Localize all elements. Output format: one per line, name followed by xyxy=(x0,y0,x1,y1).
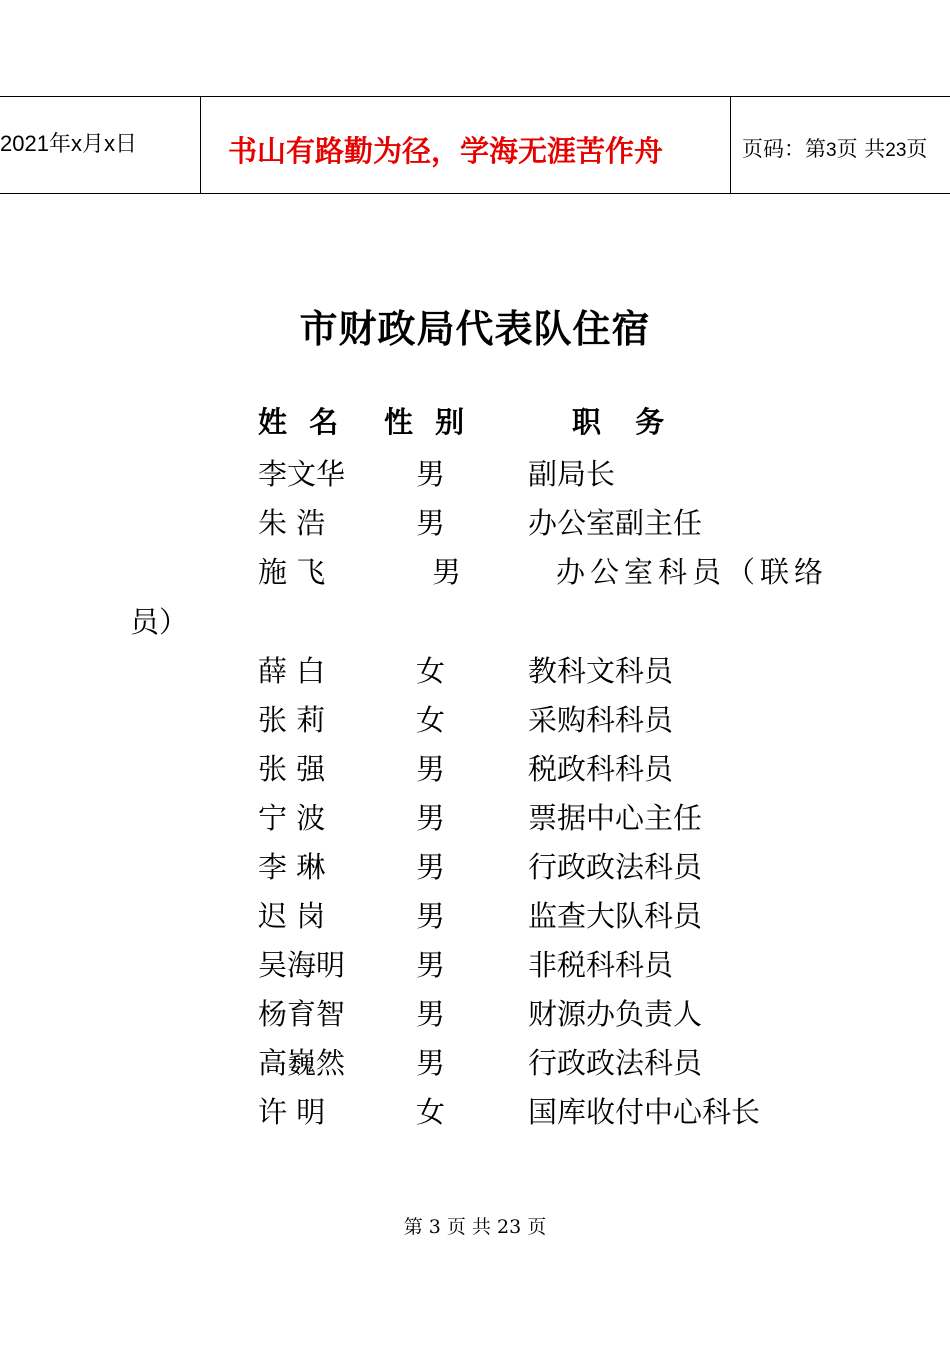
member-role: 办公室科员（联络 xyxy=(556,555,829,589)
member-gender: 男 xyxy=(416,506,446,540)
member-role: 行政政法科员 xyxy=(528,1046,703,1080)
member-gender: 男 xyxy=(416,801,446,835)
member-gender: 女 xyxy=(416,703,446,737)
member-name: 李文华 xyxy=(258,457,346,491)
member-role-continuation: 员） xyxy=(130,605,189,639)
header-page-mid: 页 共 xyxy=(836,137,886,161)
footer-current-page: 3 xyxy=(428,1216,441,1238)
footer-prefix: 第 xyxy=(403,1216,423,1238)
page-footer xyxy=(0,1212,950,1239)
member-name: 许 明 xyxy=(258,1095,326,1129)
member-role: 教科文科员 xyxy=(528,654,674,688)
header-divider xyxy=(200,97,201,193)
member-name: 宁 波 xyxy=(258,801,326,835)
member-role: 非税科科员 xyxy=(528,948,674,982)
member-gender: 男 xyxy=(416,948,446,982)
member-name: 施 飞 xyxy=(258,555,326,589)
member-gender: 男 xyxy=(416,752,446,786)
member-name: 迟 岗 xyxy=(258,899,326,933)
member-name: 高巍然 xyxy=(258,1046,346,1080)
member-role: 国库收付中心科长 xyxy=(528,1095,761,1129)
member-role: 票据中心主任 xyxy=(528,801,703,835)
member-name: 张 强 xyxy=(258,752,326,786)
footer-mid: 页 共 xyxy=(446,1216,491,1238)
member-name: 朱 浩 xyxy=(258,506,326,540)
member-role: 税政科科员 xyxy=(528,752,674,786)
header-page-number xyxy=(742,133,927,163)
column-header-role: 职 务 xyxy=(572,405,677,439)
member-gender: 男 xyxy=(432,555,462,589)
member-gender: 男 xyxy=(416,457,446,491)
member-gender: 男 xyxy=(416,899,446,933)
member-gender: 男 xyxy=(416,850,446,884)
member-role: 财源办负责人 xyxy=(528,997,703,1031)
member-name: 张 莉 xyxy=(258,703,326,737)
member-gender: 男 xyxy=(416,997,446,1031)
member-role: 办公室副主任 xyxy=(528,506,703,540)
member-role: 副局长 xyxy=(528,457,616,491)
member-gender: 男 xyxy=(416,1046,446,1080)
column-header-name: 姓 名 xyxy=(258,405,345,439)
header-date: 2021年x月x日 xyxy=(0,131,137,156)
header-page-total: 23 xyxy=(885,140,907,161)
column-header-gender: 性 别 xyxy=(384,405,471,439)
member-name: 吴海明 xyxy=(258,948,346,982)
header-divider xyxy=(730,97,731,193)
header-motto: 书山有路勤为径，学海无涯苦作舟 xyxy=(228,134,664,168)
member-name: 李 琳 xyxy=(258,850,326,884)
header-page-current: 3 xyxy=(826,140,837,161)
member-gender: 女 xyxy=(416,1095,446,1129)
header-page-suffix: 页 xyxy=(906,137,928,161)
member-gender: 女 xyxy=(416,654,446,688)
member-name: 杨育智 xyxy=(258,997,346,1031)
footer-total-pages: 23 xyxy=(497,1216,522,1238)
member-role: 行政政法科员 xyxy=(528,850,703,884)
member-role: 监查大队科员 xyxy=(528,899,703,933)
footer-suffix: 页 xyxy=(527,1216,547,1238)
page-header xyxy=(0,96,950,194)
member-name: 薛 白 xyxy=(258,654,326,688)
member-role: 采购科科员 xyxy=(528,703,674,737)
header-page-prefix: 页码：第 xyxy=(742,137,826,161)
document-title: 市财政局代表队住宿 xyxy=(299,306,651,351)
